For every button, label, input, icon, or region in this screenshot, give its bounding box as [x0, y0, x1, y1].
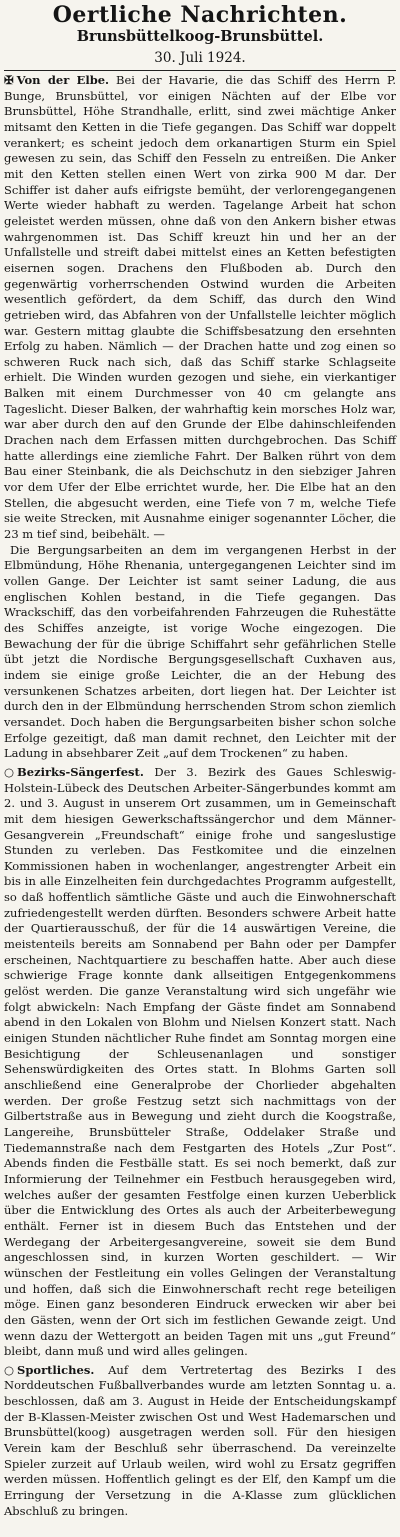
section-subtitle: Brunsbüttelkoog-Brunsbüttel. [76, 28, 324, 45]
article-heading: Bezirks-Sängerfest. [17, 764, 144, 779]
article-text: Der 3. Bezirk des Gaues Schleswig-Holstein-Lübeck des Deutschen Arbeiter-Sängerbundes kommt am 2. und 3. August in unserem Ort zusammen, um in Gemeinschaft mit dem hiesigen Gewerkschaftssängerchor und dem Männer-Gesangverein „Freundschaft“ einige frohe und sangeslustige Stunden zu verleben. Das Festkomitee und die einzelnen Kommissionen haben in wochenlanger, angestrengter Arbeit ein bis in alle Einzelheiten fein durchgedachtes Programm aufgestellt, so daß hoffentlich sämtliche Gäste und auch die Einwohnerschaft zufriedengestellt werden dürften. Besonders schwere Arbeit hatte der Quartierausschuß, der für die 14 auswärtigen Vereine, die meistenteils bereits am Sonnabend per Bahn oder per Dampfer erscheinen, Nachtquartiere zu beschaffen hatte. Aber auch diese schwierige Frage konnte dank allseitigen Entgegenkommens gelöst werden. Die ganze Veranstaltung wird sich ungefähr wie folgt abwickeln: Nach Empfang der Gäste findet am Sonnabend abend in den Lokalen von Blohm und Nielsen Konzert statt. Nach einigen Stunden nächtlicher Ruhe findet am Sonntag morgen eine Besichtigung der Schleusenanlagen und sonstiger Sehenswürdigkeiten des Ortes statt. In Blohms Garten soll anschließend eine Generalprobe der Chorlieder abgehalten werden. Der große Festzug setzt sich nachmittags von der Gilbertstraße aus in Bewegung und zieht durch die Koogstraße, Langereihe, Brunsbütteler Straße, Oddelaker Straße und Tiedemannstraße nach dem Festgarten des Hotels „Zur Post“. Abends finden die Festbälle statt. Es sei noch bemerkt, daß zur Informierung der Teilnehmer ein Festbuch herausgegeben wird, welches außer der gesamten Festfolge einen kurzen Ueberblick über die Entwicklung des Ortes als auch der Arbeiterbewegung enthält. Ferner ist in diesem Buch das Entstehen und der Werdegang der Arbeitergesangvereine, soweit sie dem Bund angeschlossen sind, in kurzen Worten geschildert. — Wir wünschen der Festleitung ein volles Gelingen der Veranstaltung und hoffen, daß sich die Einwohnerschaft recht rege beteiligen möge. Einen ganz besonderen Eindruck erwecken wir aber bei den Gästen, wenn der Ort sich im festlichen Gewande zeigt. Und wenn dazu der Wettergott an beiden Tagen mit uns „gut Freund“ bleibt, dann muß und wird alles gelingen. [4, 764, 396, 1359]
article-saengerfest [4, 765, 396, 1360]
article-paragraph [4, 765, 396, 1360]
circle-marker-icon: ○ [4, 1362, 15, 1377]
masthead-rule [4, 70, 396, 71]
article-paragraph [4, 543, 396, 762]
article-text: Die Bergungsarbeiten an dem im vergangenen Herbst in der Elbmündung, Höhe Rhenania, untergegangenen Leichter sind im vollen Gange. Der Leichter ist samt seiner Ladung, die aus englischen Kohlen bestand, in die Tiefe gegangen. Das Wrackschiff, das den vorbeifahrenden Fahrzeugen die Ruhestätte des Schiffes anzeigte, ist vorige Woche eingezogen. Die Bewachung der für die übrige Schiffahrt sehr gefährlichen Stelle übt jetzt die Nordische Bergungsgesellschaft Cuxhaven aus, indem sie einige große Leichter, die an der Hebung des versunkenen Schatzes arbeiten, dort liegen hat. Der Leichter ist durch den in der Elbmündung herrschenden Strom schon ziemlich versandet. Doch haben die Bergungsarbeiten bisher schon solche Erfolge gezeitigt, daß man damit rechnet, den Leichter mit der Ladung in absehbarer Zeit „auf dem Trockenen“ zu haben. [4, 542, 396, 761]
issue-date: 30. Juli 1924. [154, 50, 246, 66]
section-title: Oertliche Nachrichten. [52, 2, 348, 28]
masthead [4, 2, 396, 71]
article-paragraph [4, 73, 396, 543]
article-paragraph [4, 1363, 396, 1520]
article-text: Auf dem Vertretertag des Bezirks I des Norddeutschen Fußballverbandes wurde am letzten Sonntag u. a. beschlossen, daß am 3. August in Heide der Entscheidungskampf der B-Klassen-Meister zwischen Ost und West Hademarschen und Brunsbüttel(koog) ausgetragen werden soll. Für den hiesigen Verein kam der Beschluß sehr überraschend. Da vereinzelte Spieler zurzeit auf Urlaub weilen, wird wohl zu Ersatz gegriffen werden müssen. Hoffentlich gelingt es der Elf, den Kampf um die Erringung der Versetzung in die A-Klasse zum glücklichen Abschluß zu bringen. [4, 1362, 396, 1518]
article-sport [4, 1363, 396, 1520]
article-heading: Von der Elbe. [16, 73, 110, 87]
article-text: Bei der Havarie, die das Schiff des Herrn P. Bunge, Brunsbüttel, vor einigen Nächten auf der Elbe vor Brunsbüttel, Höhe Strandhalle, erlitt, sind zwei mächtige Anker mitsamt den Ketten in die Tiefe gegangen. Das Schiff war doppelt verankert; es scheint jedoch dem orkanartigen Sturm ein Spiel gewesen zu sein, das Schiff den Fesseln zu entreißen. Die Anker mit den Ketten stellen einen Wert von zirka 900 M dar. Der Schiffer ist daher aufs eifrigste bemüht, der verlorengegangenen Werte wieder habhaft zu werden. Tagelange Arbeit hat schon geleistet werden müssen, ohne daß von den Ankern bisher etwas wahrgenommen ist. Das Schiff kreuzt hin und her an der Unfallstelle und streift dabei mittelst eines an Ketten befestigten eisernen sogen. Drachens den Flußboden ab. Durch den gegenwärtig vorherrschenden Ostwind wurden die Arbeiten wesentlich gefördert, da dem Schiff, das durch den Wind getrieben wird, das Abfahren von der Unfallstelle leichter möglich war. Gestern mittag glaubte die Schiffsbesatzung den ersehnten Erfolg zu haben. Nämlich — der Drachen hatte und zog einen so schweren Ruck nach sich, daß das Schiff starke Schlagseite erhielt. Die Winden wurden gezogen und siehe, ein vierkantiger Balken mit einem Durchmesser von 40 cm gelangte ans Tageslicht. Dieser Balken, der wahrhaftig kein morsches Holz war, war aber durch den auf den Grunde der Elbe dahinschleifenden Drachen nach dem Erfassen mitten durchgebrochen. Das Schiff hatte allerdings eine ziemliche Fahrt. Der Balken rührt von dem Bau einer Steinbank, die als Deichschutz in den siebziger Jahren vor dem Ufer der Elbe errichtet wurde, her. Die Elbe hat an den Stellen, die abgesucht werden, eine Tiefe von 7 m, welche Tiefe sie weite Strecken, mit Ausnahme einiger sogenannter Löcher, die 23 m tief sind, beibehält. — [4, 73, 397, 542]
article-elbe [4, 73, 396, 762]
article-heading: Sportliches. [17, 1362, 95, 1377]
circle-marker-icon: ○ [4, 764, 15, 779]
cross-marker-icon: ✠ [4, 73, 14, 87]
